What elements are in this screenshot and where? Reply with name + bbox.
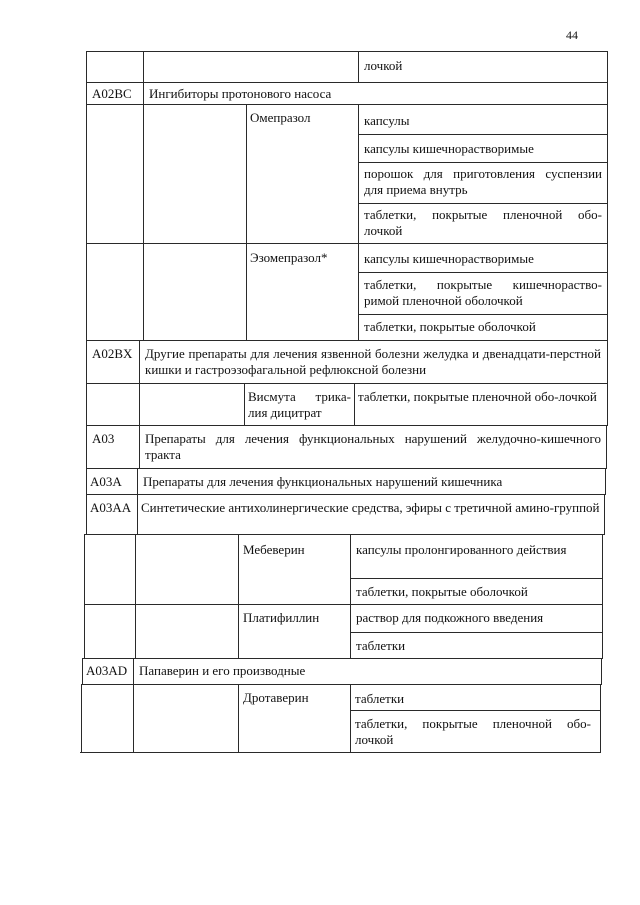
drug-name: Эзомепразол* bbox=[250, 250, 328, 265]
dosage-form-cell: таблетки, покрытые оболочкой bbox=[356, 584, 528, 599]
drug-name: Дротаверин bbox=[243, 690, 309, 705]
dosage-form-cell: капсулы пролонгированного действия bbox=[356, 542, 567, 557]
atc-group-name: Препараты для лечения функциональных нарушений желудочно-кишечного тракта bbox=[145, 431, 601, 462]
drug-name: Платифиллин bbox=[243, 610, 320, 625]
dosage-form-cell: таблетки, покрытые кишечнораство-римой пленочной оболочкой bbox=[364, 277, 602, 308]
drug-name: Мебеверин bbox=[243, 542, 305, 557]
dosage-form-cell: капсулы bbox=[364, 113, 410, 128]
atc-code: A02BC bbox=[92, 86, 132, 101]
dosage-form-cell: таблетки, покрытые пленочной обо-лочкой bbox=[355, 716, 591, 747]
atc-group-name: Препараты для лечения функциональных нарушений кишечника bbox=[143, 474, 503, 489]
atc-group-name: Другие препараты для лечения язвенной болезни желудка и двенадцати-перстной кишки и гастроэзофагальной рефлюксной болезни bbox=[145, 346, 601, 377]
dosage-form-cell: таблетки bbox=[356, 638, 406, 653]
dosage-form-cell: таблетки, покрытые оболочкой bbox=[364, 319, 536, 334]
dosage-form-cell: таблетки, покрытые пленочной обо-лочкой bbox=[358, 389, 597, 404]
dosage-form-cell: капсулы кишечнорастворимые bbox=[364, 141, 534, 156]
dosage-form-cell: таблетки, покрытые пленочной обо-лочкой bbox=[364, 207, 602, 238]
atc-code: A03A bbox=[90, 474, 122, 489]
dosage-form-cell: лочкой bbox=[364, 58, 403, 73]
atc-code: A02BX bbox=[92, 346, 133, 361]
atc-group-name: Папаверин и его производные bbox=[139, 663, 306, 678]
dosage-form-cell: раствор для подкожного введения bbox=[356, 610, 544, 625]
atc-code: A03AA bbox=[90, 500, 132, 515]
atc-group-name: Ингибиторы протонового насоса bbox=[149, 86, 332, 101]
atc-group-name: Синтетические антихолинергические средства, эфиры с третичной амино-группой bbox=[141, 500, 600, 515]
page-number: 44 bbox=[566, 28, 578, 42]
drug-name: Омепразол bbox=[250, 110, 311, 125]
dosage-form-cell: капсулы кишечнорастворимые bbox=[364, 251, 534, 266]
drug-name: Висмута трика-лия дицитрат bbox=[248, 389, 351, 420]
dosage-form-cell: таблетки bbox=[355, 691, 405, 706]
dosage-form-cell: порошок для приготовления суспензии для приема внутрь bbox=[364, 166, 602, 197]
atc-code: A03AD bbox=[86, 663, 128, 678]
atc-code: A03 bbox=[92, 431, 115, 446]
